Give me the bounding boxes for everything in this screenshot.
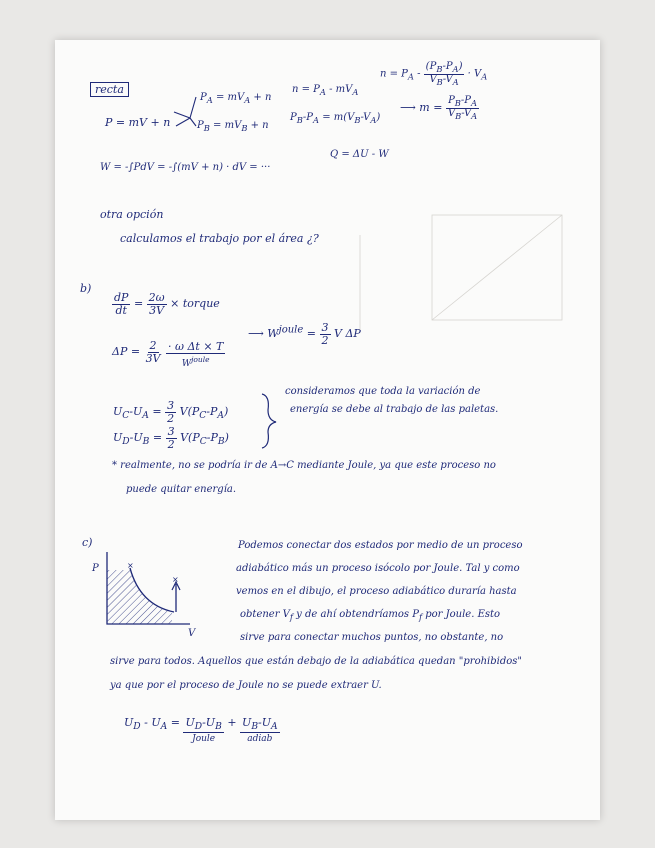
paragraph-line-1: Podemos conectar dos estados por medio de un proceso: [238, 540, 523, 551]
w-joule-equation: ⟶ $W^{joule}$ = $\frac{3}{2}$ V ΔP: [248, 321, 361, 347]
pv-axis-p-label: P: [92, 563, 99, 574]
paragraph-line-7: ya que por el proceso de Joule no se puede extraer U.: [110, 680, 382, 691]
footnote-line-1: * realmente, no se podría ir de A→C mediante Joule, ya que este proceso no: [112, 460, 496, 471]
branch-bottom-equation: $P_B = mV_B + n$: [197, 120, 269, 133]
part-c-label: c): [82, 536, 93, 549]
difference-equation: $P_B-P_A = m(V_B-V_A)$: [290, 112, 381, 125]
paragraph-line-2: adiabático más un proceso isócolo por Joule. Tal y como: [236, 563, 520, 574]
brace-note-line-1: consideramos que toda la variación de: [285, 386, 481, 397]
paragraph-line-5: sirve para conectar muchos puntos, no obstante, no: [240, 632, 504, 643]
uc-minus-ua-equation: $U_C-U_A$ = $\frac{3}{2}$ $V(P_C-P_A)$: [113, 399, 229, 425]
n-equation: $n = P_A - mV_A$: [292, 84, 359, 97]
paragraph-line-4: obtener $V_f$ y de ahí obtendríamos $P_f$ por Joule. Esto: [240, 609, 501, 622]
branch-top-equation: $P_A = mV_A + n$: [200, 92, 272, 105]
paragraph-line-6: sirve para todos. Aquellos que están debajo de la adiabática quedan "prohibidos": [110, 656, 522, 667]
brace-note-line-2: energía se debe al trabajo de las paletas.: [290, 404, 499, 415]
area-method-text: calculamos el trabajo por el área ¿?: [120, 232, 319, 245]
heat-equation: Q = ΔU - W: [330, 149, 389, 160]
m-equation: ⟶ m = $\frac{P_B-P_A}{V_B-V_A}$: [400, 95, 478, 121]
pressure-rate-equation: $\frac{dP}{dt}$ = $\frac{2\omega}{3V}$ × torque: [114, 291, 220, 317]
n-substituted-equation: $n = P_A$ - $\frac{(P_B-P_A)}{V_B-V_A}$ · $V_A$: [380, 61, 488, 87]
ud-minus-ub-equation: $U_D-U_B$ = $\frac{3}{2}$ $V(P_C-P_B)$: [113, 425, 229, 451]
work-equation: W = -∫PdV = -∫(mV + n) · dV = ···: [100, 162, 271, 173]
part-b-label: b): [80, 282, 92, 295]
line-equation: P = mV + n: [105, 116, 171, 129]
final-energy-equation: $U_D - U_A$ = $U_D-U_B$ Joule + $U_B-U_A$ adiab: [124, 716, 278, 745]
otra-opcion-text: otra opción: [100, 208, 164, 221]
delta-p-equation: ΔP = $\frac{2}{3V}$ · ω Δt × T $W^{joule}$: [112, 339, 224, 369]
end-point-mark: ×: [172, 575, 179, 584]
start-point-mark: ×: [127, 561, 134, 570]
paragraph-line-3: vemos en el dibujo, el proceso adiabático duraría hasta: [236, 586, 517, 597]
pv-axis-v-label: V: [188, 628, 196, 639]
footnote-line-2: puede quitar energía.: [126, 484, 237, 495]
recta-label: recta: [90, 82, 129, 97]
